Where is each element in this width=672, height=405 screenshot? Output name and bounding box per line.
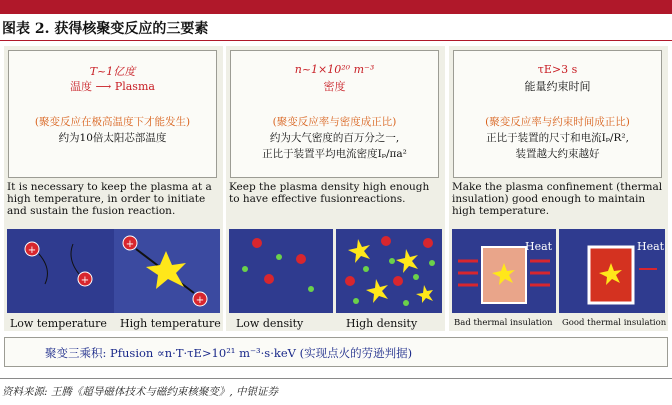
temperature-detail: 约为10倍太阳芯部温度 bbox=[58, 132, 167, 144]
panel-confinement bbox=[449, 46, 668, 331]
panel-temperature bbox=[4, 46, 223, 331]
caption-bad-insulation: Bad thermal insulation bbox=[454, 318, 553, 328]
lawson-formula: 聚变三乘积: Pfusion ∝n·T·τE>10²¹ m⁻³·s·keV (实现点火的劳逊判据) bbox=[45, 346, 413, 360]
high-temperature-illustration bbox=[114, 229, 220, 313]
confinement-note: (聚变反应率与约束时间成正比) bbox=[485, 116, 630, 128]
high-temperature-image bbox=[114, 229, 220, 313]
title-rule bbox=[0, 40, 672, 41]
confinement-value: τE>3 s bbox=[537, 63, 578, 76]
confinement-card bbox=[453, 50, 662, 178]
lawson-formula-box bbox=[4, 337, 668, 367]
caption-good-insulation: Good thermal insulation bbox=[562, 318, 667, 328]
low-density-image bbox=[229, 229, 333, 313]
svg-text:+: + bbox=[195, 295, 205, 306]
source-note: 资料来源: 王腾《超导磁体技术与磁约束核聚变》, 中银证券 bbox=[2, 386, 279, 398]
density-note: (聚变反应率与密度成正比) bbox=[272, 116, 397, 128]
confinement-detail-2: 装置越大约束越好 bbox=[515, 148, 600, 160]
density-english: Keep the plasma density high enough to have effective fusionreactions. bbox=[229, 181, 430, 205]
caption-low-density: Low density bbox=[236, 317, 304, 330]
density-detail: 约为大气密度的百万分之一, bbox=[269, 132, 400, 144]
svg-text:+: + bbox=[80, 275, 90, 286]
low-density-illustration bbox=[229, 229, 333, 313]
caption-high-temperature: High temperature bbox=[120, 317, 221, 330]
svg-text:+: + bbox=[125, 239, 135, 250]
density-card bbox=[230, 50, 439, 178]
header-bar bbox=[0, 0, 672, 14]
svg-text:+: + bbox=[27, 245, 37, 256]
caption-low-temperature: Low temperature bbox=[10, 317, 107, 330]
low-temperature-illustration bbox=[7, 229, 111, 313]
temperature-value: T~1亿度 bbox=[89, 65, 136, 78]
panel-density bbox=[226, 46, 445, 331]
temperature-english: It is necessary to keep the plasma at a high temperature, in order to initiate and sustain the fusion reaction. bbox=[7, 181, 212, 217]
source-rule bbox=[0, 378, 672, 379]
density-value: n~1×10²⁰ m⁻³ bbox=[294, 63, 375, 76]
density-detail-2: 正比于装置平均电流密度Iₚ/πa² bbox=[262, 148, 407, 160]
temperature-card bbox=[8, 50, 217, 178]
confinement-english: Make the plasma confinement (thermal insulation) good enough to maintain high temperature. bbox=[452, 181, 663, 217]
confinement-detail: 正比于装置的尺寸和电流Iₚ/R², bbox=[486, 132, 629, 144]
temperature-note: (聚变反应在极高温度下才能发生) bbox=[34, 116, 191, 128]
high-density-illustration bbox=[336, 229, 442, 313]
temperature-label: 温度 ⟶ Plasma bbox=[70, 80, 155, 93]
density-label: 密度 bbox=[323, 80, 346, 93]
high-density-image bbox=[336, 229, 442, 313]
confinement-label: 能量约束时间 bbox=[524, 80, 591, 93]
heat-label-right: Heat bbox=[637, 240, 665, 253]
heat-label-left: Heat bbox=[525, 240, 553, 253]
figure-title: 图表 2. 获得核聚变反应的三要素 bbox=[2, 21, 209, 37]
caption-high-density: High density bbox=[346, 317, 418, 330]
